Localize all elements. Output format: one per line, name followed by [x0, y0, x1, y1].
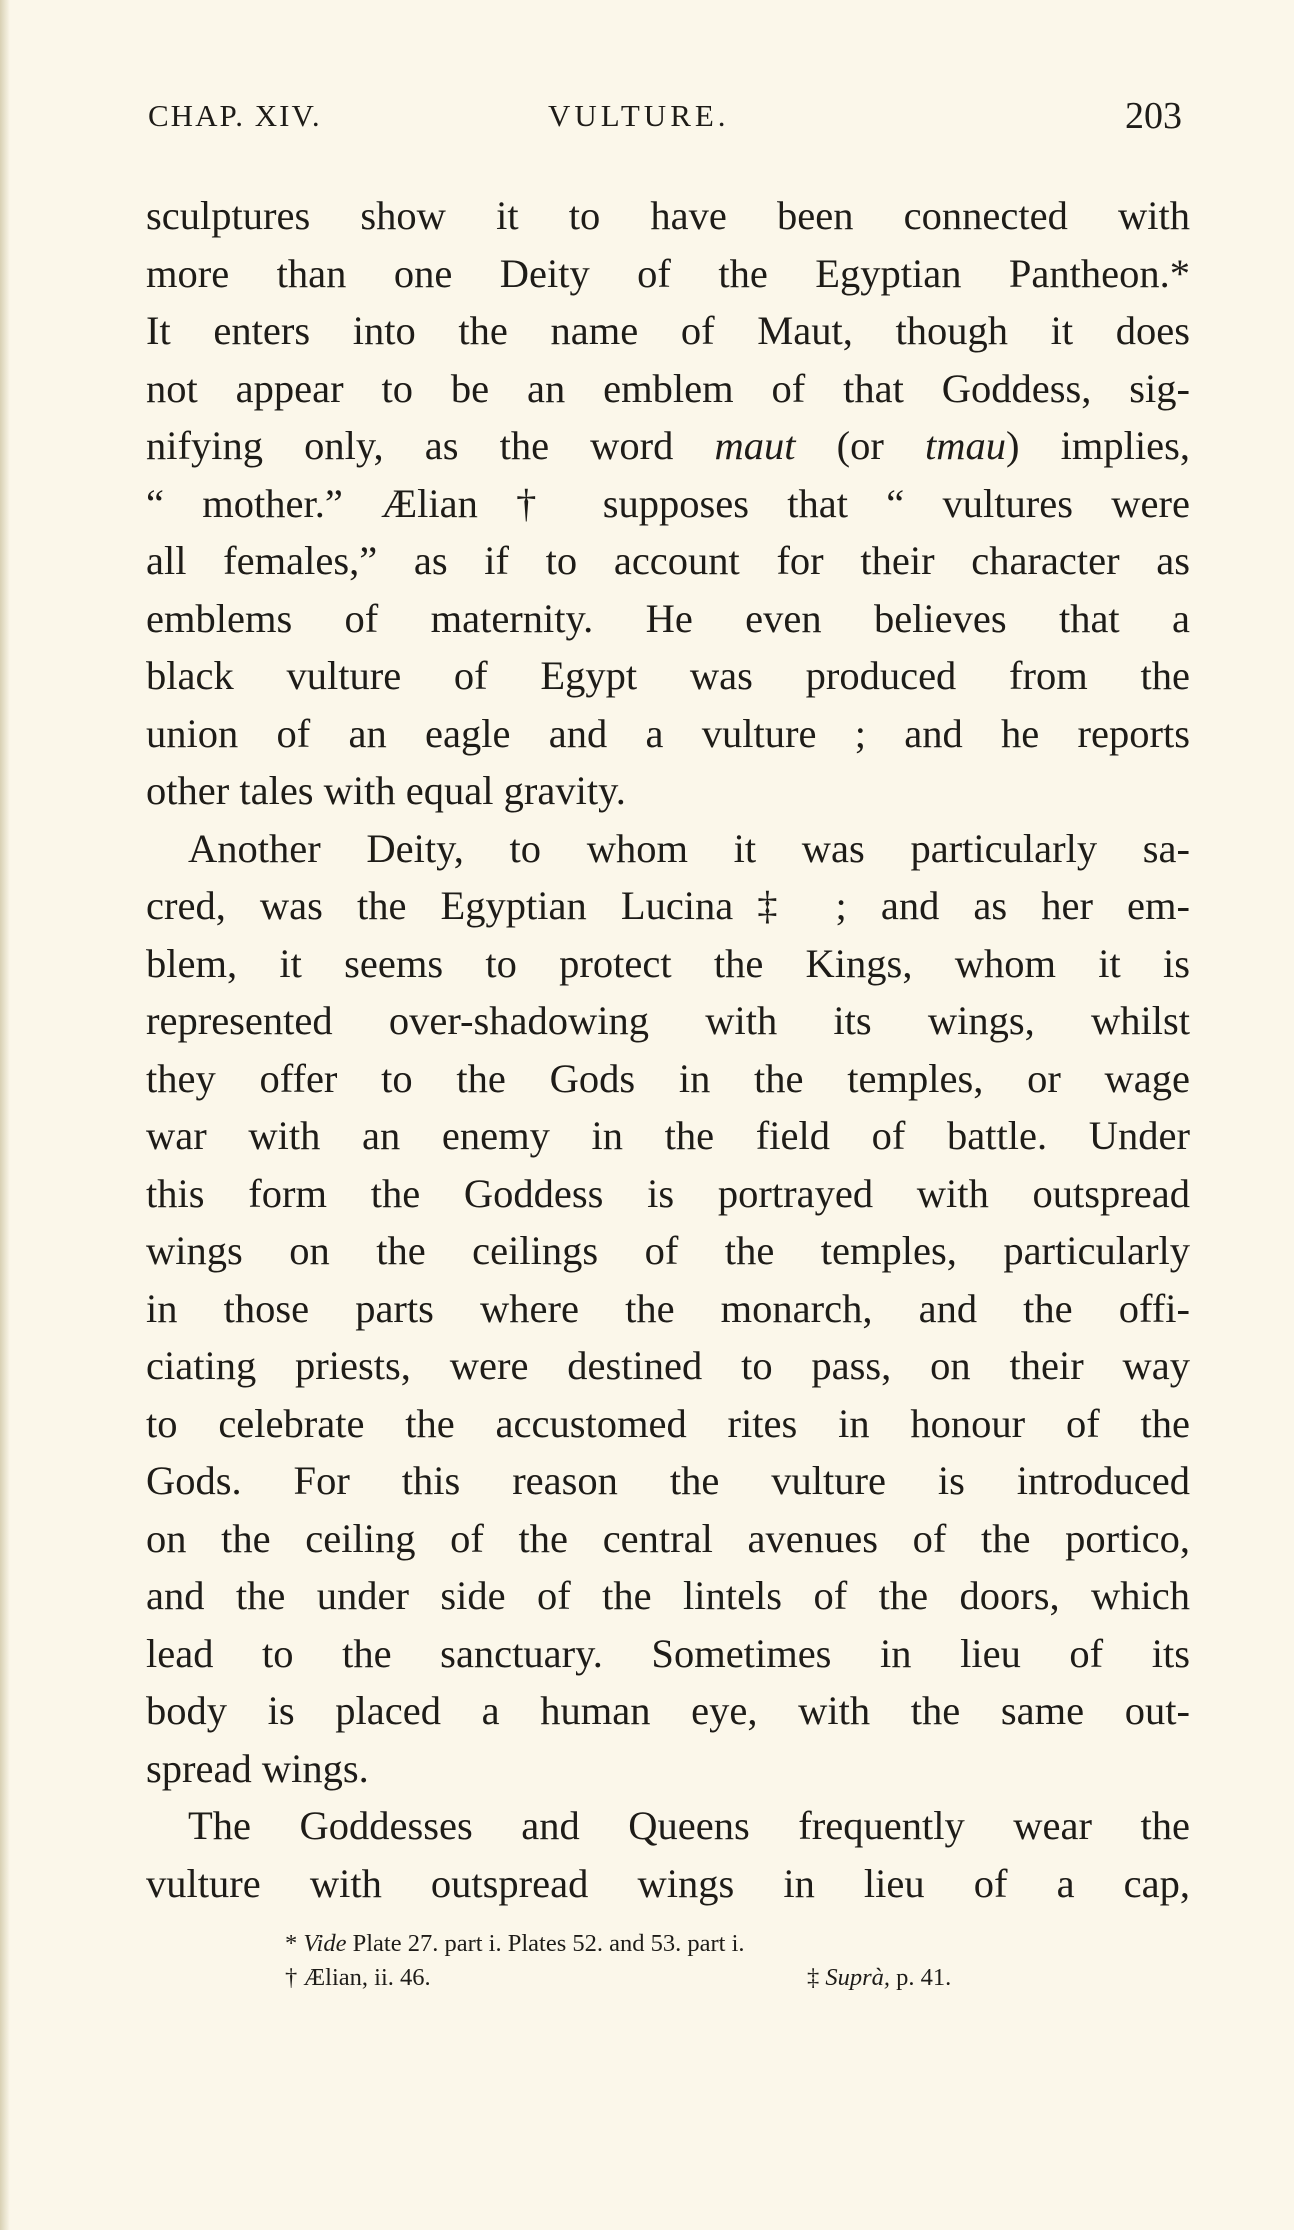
text-line: they offer to the Gods in the temples, or wage: [146, 1055, 1190, 1101]
running-head: [148, 95, 1182, 148]
text-line: represented over-shadowing with its wings, whilst: [146, 998, 1190, 1043]
text-line: vulture with outspread wings in lieu of a cap,: [146, 1860, 1190, 1906]
text-line: Another Deity, to whom it was particularly sa-: [188, 825, 1190, 871]
text-line: to celebrate the accustomed rites in honour of the: [146, 1400, 1190, 1446]
footnote-1: [285, 1927, 1065, 1961]
text-line: [146, 417, 1190, 475]
text-line: in those parts where the monarch, and the offi-: [146, 1285, 1190, 1331]
text-line: black vulture of Egypt was produced from the: [146, 653, 1190, 698]
text-line: “ mother.” Ælian † supposes that “ vultures were: [146, 480, 1190, 526]
chapter-label: CHAP. XIV.: [148, 98, 322, 133]
text-line: sculptures show it to have been connected with: [146, 193, 1190, 238]
text-line: war with an enemy in the field of battle. Under: [146, 1113, 1190, 1158]
text-line: cred, was the Egyptian Lucina‡ ; and as her em-: [146, 883, 1190, 928]
text-line: on the ceiling of the central avenues of the portico,: [146, 1515, 1190, 1561]
footnote-italic: Suprà,: [825, 1964, 891, 1991]
text-line: more than one Deity of the Egyptian Pantheon.*: [146, 250, 1190, 296]
text-line: wings on the ceilings of the temples, particularly: [146, 1228, 1190, 1273]
footnote-mark: ‡: [807, 1964, 826, 1991]
footnote-2: [285, 1961, 1065, 1995]
text-fragment: ) implies,: [1006, 423, 1190, 468]
body-text: [146, 187, 1190, 1912]
text-line: and the under side of the lintels of the doors, which: [146, 1573, 1190, 1618]
page-edge: [0, 0, 10, 2230]
page-number: 203: [1125, 95, 1182, 137]
text-line: emblems of maternity. He even believes that a: [146, 595, 1190, 641]
text-line: other tales with equal gravity.: [146, 768, 626, 813]
text-line: all females,” as if to account for their character as: [146, 538, 1190, 583]
text-fragment: (or: [795, 423, 926, 468]
footnote-mark: *: [285, 1930, 304, 1957]
text-line: ciating priests, were destined to pass, on their way: [146, 1343, 1190, 1388]
text-line: this form the Goddess is portrayed with outspread: [146, 1170, 1190, 1216]
text-line: not appear to be an emblem of that Goddess, sig-: [146, 365, 1190, 411]
running-title: VULTURE.: [548, 98, 730, 133]
footnote-3: [807, 1961, 951, 1995]
italic-word: maut: [714, 423, 796, 468]
text-line: It enters into the name of Maut, though it does: [146, 308, 1190, 353]
text-fragment: nifying only, as the word: [146, 423, 674, 468]
text-line: blem, it seems to protect the Kings, whom it is: [146, 940, 1190, 986]
text-line: spread wings.: [146, 1745, 369, 1791]
footnote-text: Plate 27. part i. Plates 52. and 53. part i.: [346, 1930, 745, 1957]
text-line: Gods. For this reason the vulture is introduced: [146, 1458, 1190, 1503]
text-line: lead to the sanctuary. Sometimes in lieu of its: [146, 1630, 1190, 1676]
text-line: body is placed a human eye, with the same out-: [146, 1688, 1190, 1733]
footnote-italic: Vide: [303, 1930, 347, 1957]
text-line: union of an eagle and a vulture ; and he reports: [146, 710, 1190, 756]
footnote-text: p. 41.: [890, 1964, 952, 1991]
italic-word: tmau: [925, 423, 1007, 468]
text-line: The Goddesses and Queens frequently wear the: [188, 1803, 1190, 1848]
footnotes: [285, 1927, 1065, 1995]
footnote-text: † Ælian, ii. 46.: [285, 1964, 431, 1991]
